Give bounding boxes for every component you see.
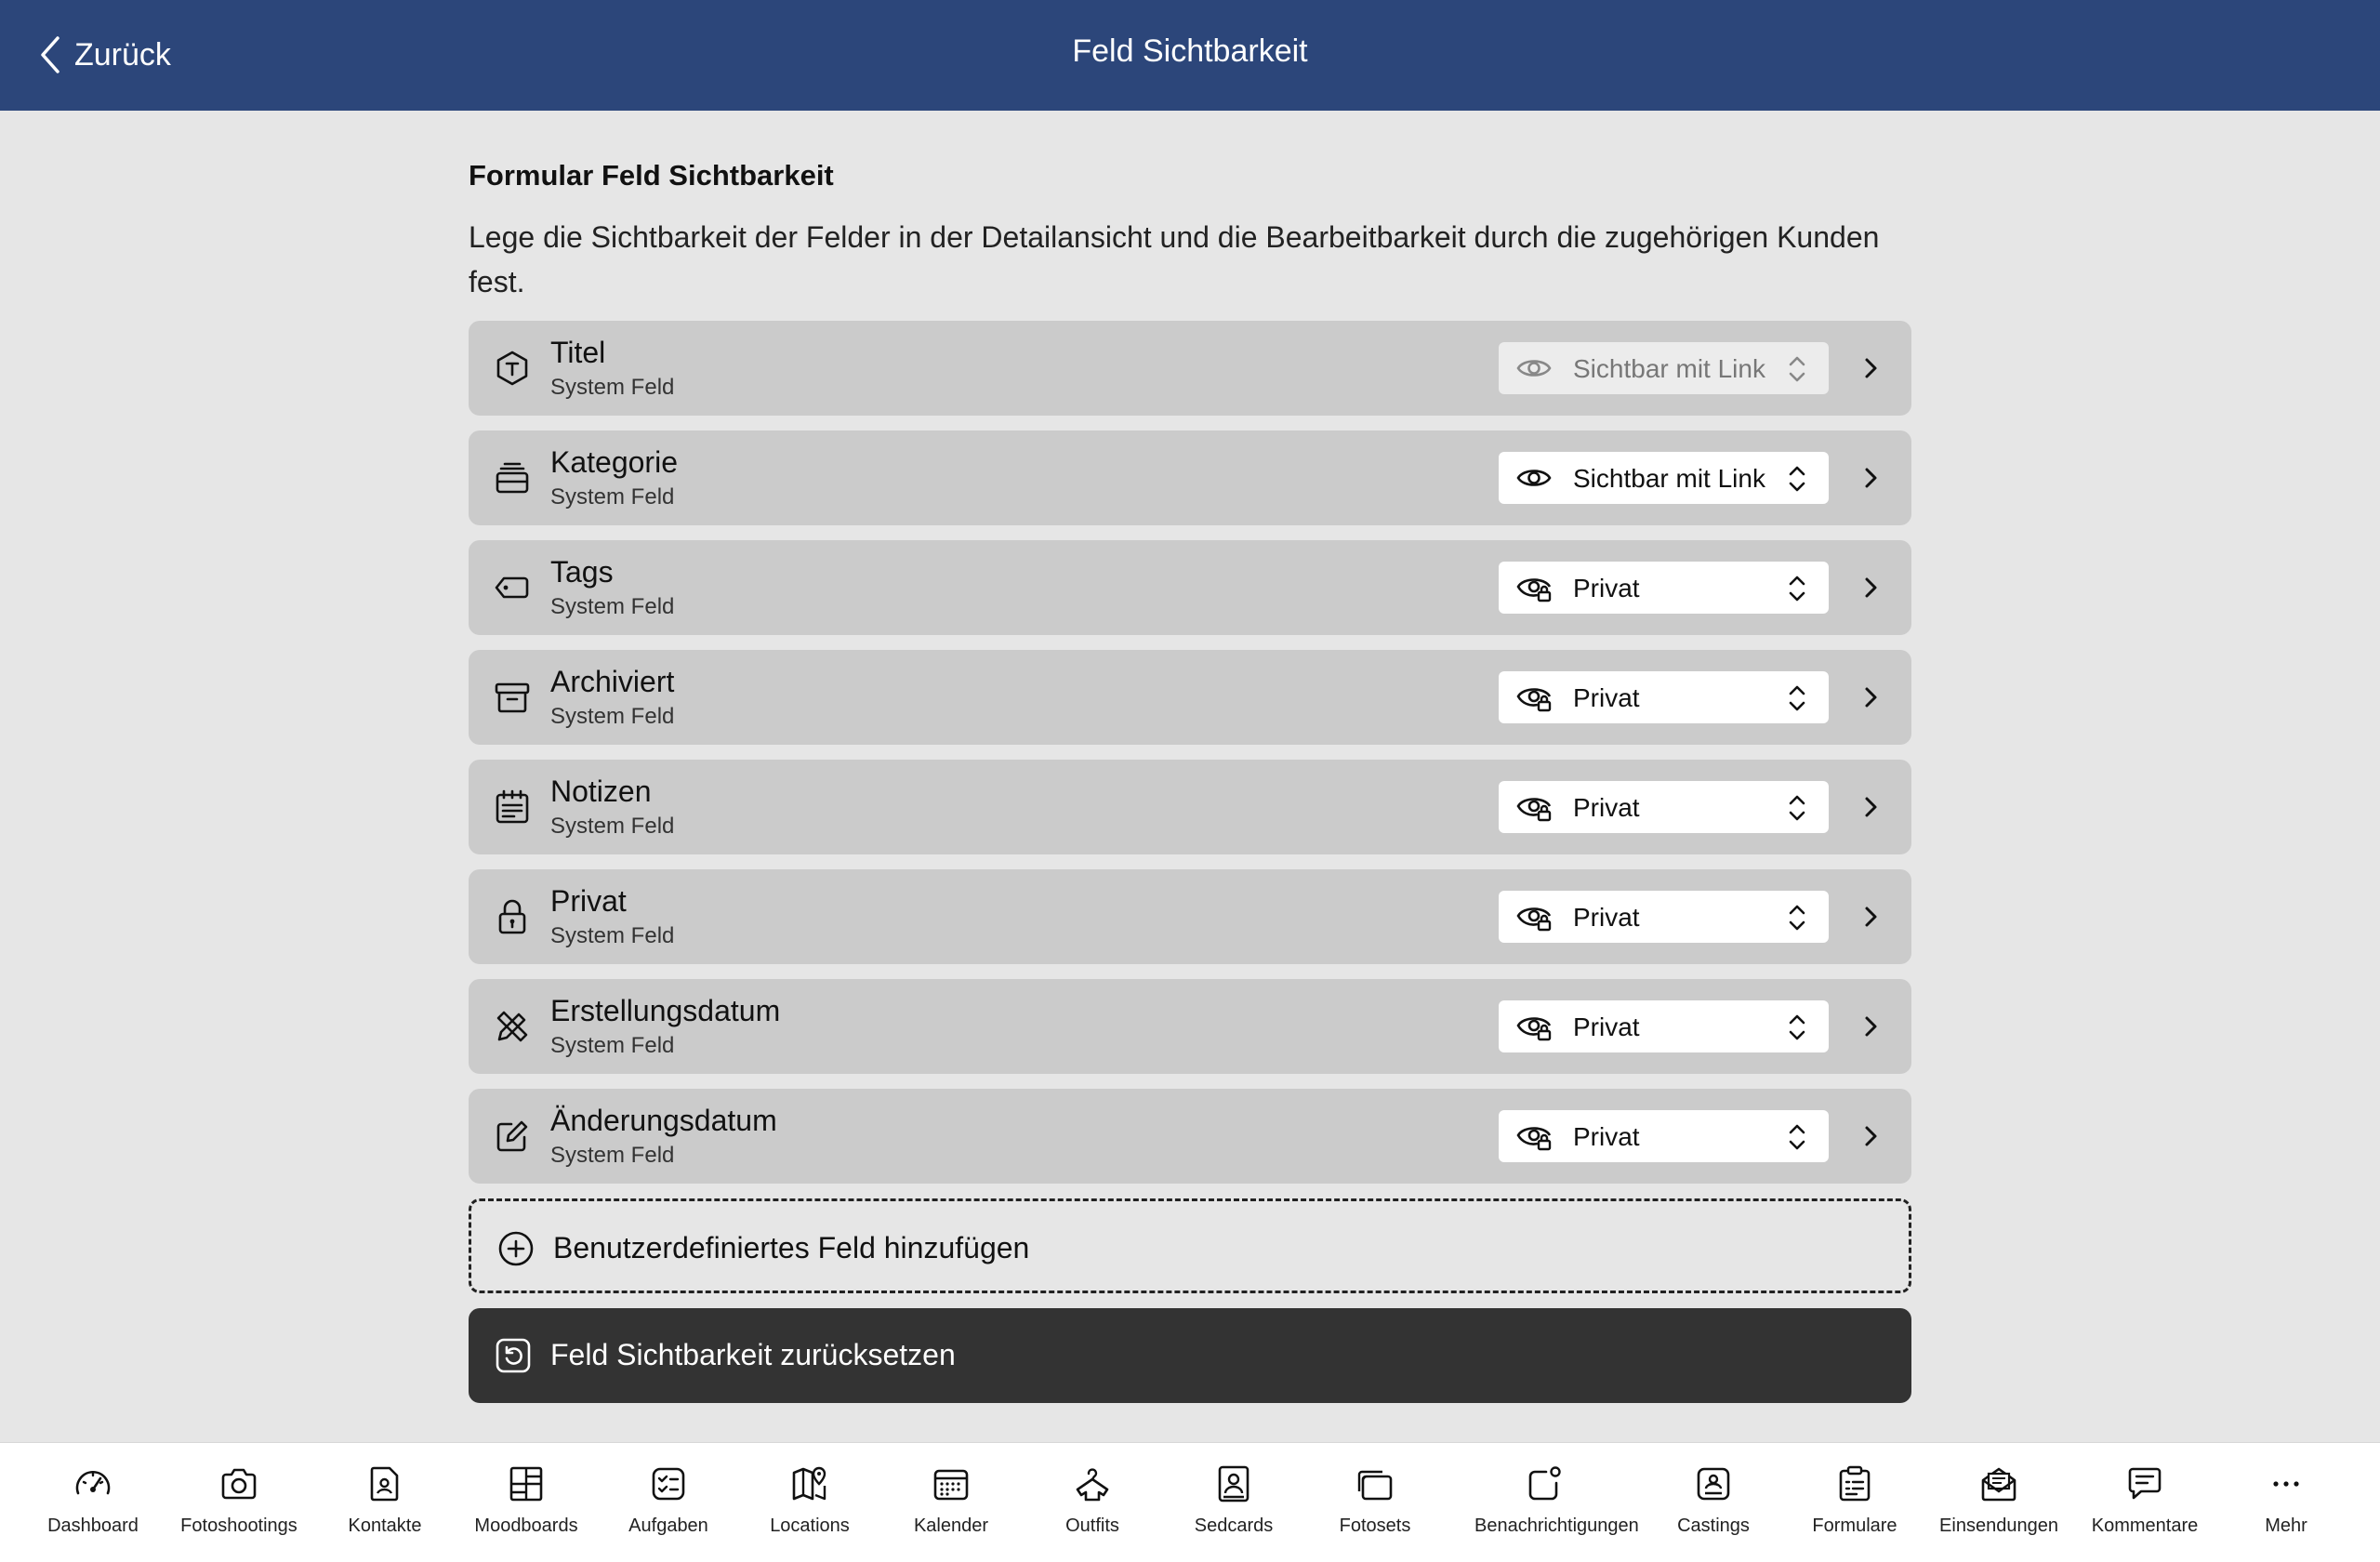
tab-label: Kalender [913,1516,989,1536]
chevron-right-icon[interactable] [1859,1013,1882,1040]
comment-icon [2124,1463,2165,1504]
calendar-icon [931,1463,972,1504]
tab-label: Kommentare [2091,1516,2199,1536]
tab-label: Einsendungen [1939,1516,2058,1536]
field-subtitle: System Feld [550,375,675,400]
tab-kalender[interactable] [881,1463,1021,1537]
field-row-aenderungsdatum[interactable] [469,1089,1911,1184]
chevron-right-icon[interactable] [1859,793,1882,821]
sedcard-icon [1213,1463,1254,1504]
notes-icon [493,788,532,827]
eye-lock-icon [1515,792,1553,822]
back-label: Zurück [74,36,171,73]
chevron-right-icon[interactable] [1859,464,1882,492]
visibility-value: Sichtbar mit Link [1573,464,1765,493]
chevron-right-icon[interactable] [1859,903,1882,931]
tab-label: Aufgaben [628,1516,708,1536]
title-tag-icon [493,349,532,388]
field-subtitle: System Feld [550,814,675,839]
notification-icon [1524,1463,1565,1504]
edit-icon [493,1117,532,1156]
archive-icon [493,678,532,717]
reset-visibility-button[interactable] [469,1308,1911,1403]
submission-icon [1978,1463,2019,1504]
bottom-tab-bar [0,1442,2380,1562]
tag-icon [493,568,532,607]
tab-label: Locations [770,1516,850,1536]
eye-lock-icon [1515,1121,1553,1151]
tab-castings[interactable] [1644,1463,1783,1537]
visibility-select[interactable] [1499,891,1829,943]
tab-formulare[interactable] [1785,1463,1924,1537]
tab-label: Benachrichtigungen [1474,1516,1639,1536]
chevron-up-down-icon [1786,682,1808,714]
header-bar [0,0,2380,111]
field-row-titel[interactable] [469,321,1911,416]
eye-lock-icon [1515,573,1553,602]
field-title: Notizen [550,774,652,808]
visibility-select[interactable] [1499,781,1829,833]
plus-circle-icon [497,1230,535,1267]
photoset-icon [1355,1463,1395,1504]
chevron-up-down-icon [1786,353,1808,385]
field-title: Kategorie [550,445,678,479]
moodboard-icon [506,1463,547,1504]
tab-label: Fotosets [1339,1516,1411,1536]
form-icon [1834,1463,1875,1504]
field-subtitle: System Feld [550,1143,675,1168]
field-row-tags[interactable] [469,540,1911,635]
field-subtitle: System Feld [550,484,675,510]
field-row-erstellungsdatum[interactable] [469,979,1911,1074]
tab-aufgaben[interactable] [599,1463,738,1537]
category-icon [493,458,532,497]
visibility-select[interactable] [1499,1000,1829,1052]
tab-label: Dashboard [47,1516,139,1536]
field-title: Titel [550,336,606,369]
tab-kontakte[interactable] [315,1463,455,1537]
tab-label: Formulare [1812,1516,1897,1536]
section-title: Formular Feld Sichtbarkeit [469,159,834,192]
visibility-value: Privat [1573,1122,1640,1151]
visibility-select[interactable] [1499,671,1829,723]
field-list [469,321,1911,1184]
chevron-up-down-icon [1786,573,1808,604]
eye-lock-icon [1515,1012,1553,1041]
chevron-right-icon[interactable] [1859,1122,1882,1150]
tab-outfits[interactable] [1023,1463,1162,1537]
map-icon [789,1463,830,1504]
chevron-up-down-icon [1786,902,1808,933]
tab-locations[interactable] [740,1463,879,1537]
tab-label: Castings [1677,1516,1750,1536]
tab-benachrichtigungen[interactable] [1474,1463,1639,1537]
chevron-right-icon[interactable] [1859,683,1882,711]
field-title: Änderungsdatum [550,1104,777,1137]
tab-label: Kontakte [348,1516,422,1536]
pencil-ruler-icon [493,1007,532,1046]
outfit-icon [1072,1463,1113,1504]
eye-lock-icon [1515,682,1553,712]
chevron-right-icon[interactable] [1859,354,1882,382]
add-custom-field-button[interactable] [469,1198,1911,1293]
page-title: Feld Sichtbarkeit [1072,33,1308,69]
tab-einsendungen[interactable] [1929,1463,2069,1537]
field-row-archiviert[interactable] [469,650,1911,745]
tab-label: Outfits [1065,1516,1119,1536]
eye-icon [1515,463,1553,493]
field-row-notizen[interactable] [469,760,1911,854]
tab-sedcards[interactable] [1164,1463,1303,1537]
visibility-value: Privat [1573,903,1640,932]
visibility-select[interactable] [1499,452,1829,504]
field-subtitle: System Feld [550,704,675,729]
field-title: Tags [550,555,614,589]
tab-label: Fotoshootings [180,1516,298,1536]
chevron-up-down-icon [1786,1012,1808,1043]
tab-kommentare[interactable] [2075,1463,2215,1537]
tab-fotosets[interactable] [1305,1463,1445,1537]
chevron-right-icon[interactable] [1859,574,1882,602]
tab-mehr[interactable] [2216,1463,2356,1537]
field-title: Archiviert [550,665,675,698]
visibility-value: Privat [1573,683,1640,712]
field-subtitle: System Feld [550,594,675,619]
visibility-value: Privat [1573,574,1640,602]
chevron-up-down-icon [1786,792,1808,824]
dashboard-icon [73,1463,113,1504]
tab-moodboards[interactable] [456,1463,596,1537]
more-icon [2266,1463,2307,1504]
field-title: Erstellungsdatum [550,994,781,1027]
section-description: Lege die Sichtbarkeit der Felder in der Detailansicht und die Bearbeitbarkeit durch die zugehörigen Kunden fest. [469,220,1880,298]
add-custom-field-label: Benutzerdefiniertes Feld hinzufügen [553,1231,1030,1264]
visibility-select[interactable] [1499,1110,1829,1162]
tab-dashboard[interactable] [23,1463,163,1537]
tab-label: Moodboards [474,1516,578,1536]
visibility-value: Privat [1573,793,1640,822]
main-content [469,111,1911,1403]
lock-icon [493,897,532,936]
tab-label: Mehr [2265,1516,2307,1536]
reset-visibility-label: Feld Sichtbarkeit zurücksetzen [550,1338,956,1371]
tab-label: Sedcards [1194,1516,1274,1536]
camera-icon [218,1463,259,1504]
field-subtitle: System Feld [550,1033,675,1058]
eye-lock-icon [1515,902,1553,932]
field-row-kategorie[interactable] [469,430,1911,525]
visibility-select[interactable] [1499,562,1829,614]
eye-icon [1515,353,1553,383]
field-row-privat[interactable] [469,869,1911,964]
casting-icon [1693,1463,1734,1504]
chevron-up-down-icon [1786,463,1808,495]
visibility-value: Sichtbar mit Link [1573,354,1765,383]
visibility-value: Privat [1573,1013,1640,1041]
visibility-select[interactable] [1499,342,1829,394]
chevron-up-down-icon [1786,1121,1808,1153]
field-subtitle: System Feld [550,923,675,948]
field-title: Privat [550,884,627,918]
tasks-icon [648,1463,689,1504]
contact-icon [364,1463,405,1504]
reset-icon [495,1337,532,1374]
tab-fotoshootings[interactable] [169,1463,309,1537]
